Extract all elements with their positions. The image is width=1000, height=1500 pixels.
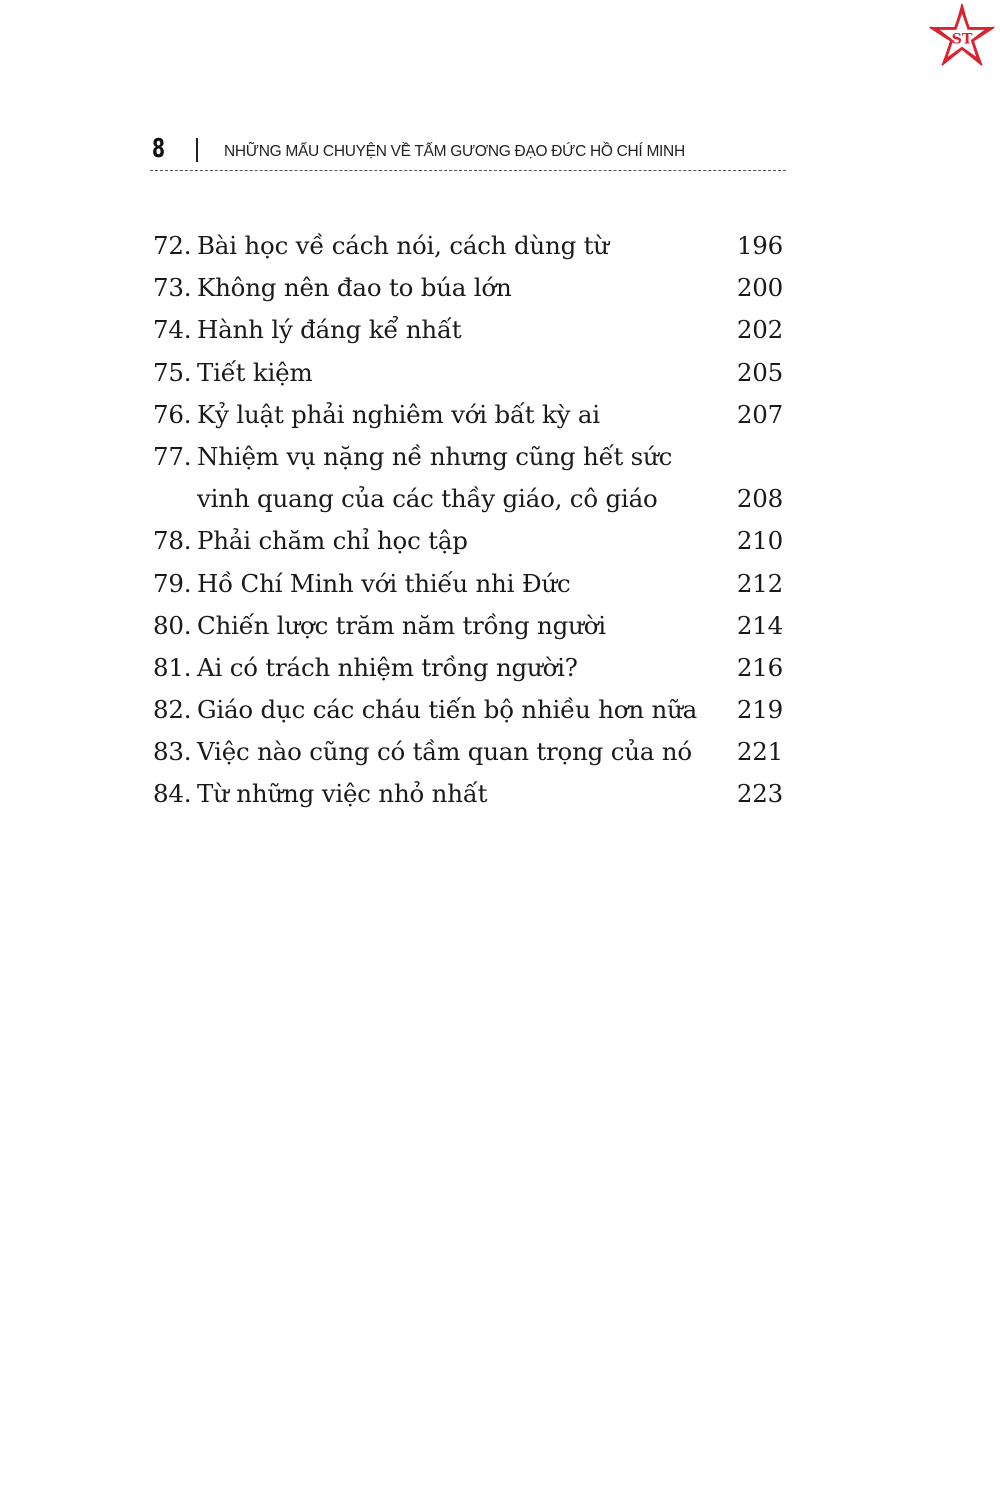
entry-title: Nhiệm vụ nặng nề nhưng cũng hết sức [197, 441, 673, 471]
entry-page: 196 [736, 231, 783, 260]
entry-page: 205 [736, 357, 783, 387]
entry-number: 79. [153, 568, 192, 598]
entry-number: 83. [153, 737, 192, 767]
entry-page: 216 [736, 652, 783, 682]
entry-number: 81. [153, 652, 192, 682]
toc-entry [153, 734, 783, 776]
entry-page: 202 [736, 315, 783, 345]
toc-entry [153, 776, 783, 818]
toc-entry [153, 397, 783, 439]
entry-title: Kỷ luật phải nghiêm với bất kỳ ai [197, 399, 600, 429]
entry-page: 214 [736, 610, 783, 640]
entry-number: 75. [153, 357, 192, 387]
header-divider [196, 138, 198, 162]
entry-title: Không nên đao to búa lớn [197, 273, 512, 303]
table-of-contents [153, 228, 783, 819]
entry-number: 72. [153, 231, 192, 260]
toc-entry [153, 481, 783, 523]
entry-title: Việc nào cũng có tầm quan trọng của nó [197, 737, 692, 767]
publisher-logo [924, 0, 1000, 72]
toc-entry [153, 692, 783, 734]
entry-page: 200 [736, 273, 783, 303]
entry-title: Từ những việc nhỏ nhất [197, 779, 488, 809]
entry-title: vinh quang của các thầy giáo, cô giáo [197, 484, 658, 514]
entry-title: Chiến lược trăm năm trồng người [197, 610, 606, 640]
entry-title: Giáo dục các cháu tiến bộ nhiều hơn nữa [197, 695, 698, 725]
entry-number: 73. [153, 273, 192, 303]
entry-page: 221 [736, 737, 783, 767]
entry-title: Hành lý đáng kể nhất [197, 315, 462, 345]
toc-entry [153, 523, 783, 565]
running-header [150, 134, 786, 171]
toc-entry [153, 566, 783, 608]
entry-number: 74. [153, 315, 192, 345]
entry-number: 80. [153, 610, 192, 640]
entry-page: 219 [736, 695, 783, 725]
page-number: 8 [152, 134, 166, 164]
toc-entry [153, 228, 783, 270]
toc-entry [153, 439, 783, 481]
toc-entry [153, 312, 783, 354]
entry-number: 82. [153, 695, 192, 725]
entry-page: 212 [736, 568, 783, 598]
toc-entry [153, 355, 783, 397]
entry-number: 84. [153, 779, 192, 809]
entry-title: Ai có trách nhiệm trồng người? [197, 652, 578, 682]
toc-entry [153, 270, 783, 312]
entry-title: Phải chăm chỉ học tập [197, 526, 468, 556]
entry-page: 210 [736, 526, 783, 556]
toc-entry [153, 608, 783, 650]
entry-page: 207 [736, 399, 783, 429]
entry-title: Hồ Chí Minh với thiếu nhi Đức [197, 568, 571, 598]
entry-number: 77. [153, 441, 192, 471]
entry-title: Tiết kiệm [197, 357, 313, 387]
entry-number: 78. [153, 526, 192, 556]
toc-entry [153, 650, 783, 692]
book-title: NHỮNG MẨU CHUYỆN VỀ TẤM GƯƠNG ĐẠO ĐỨC HỒ CHÍ MINH [224, 143, 685, 160]
entry-page: 223 [736, 779, 783, 809]
logo-lettering: ST [951, 31, 973, 48]
entry-title: Bài học về cách nói, cách dùng từ [197, 231, 609, 260]
entry-number: 76. [153, 399, 192, 429]
entry-page: 208 [736, 484, 783, 514]
